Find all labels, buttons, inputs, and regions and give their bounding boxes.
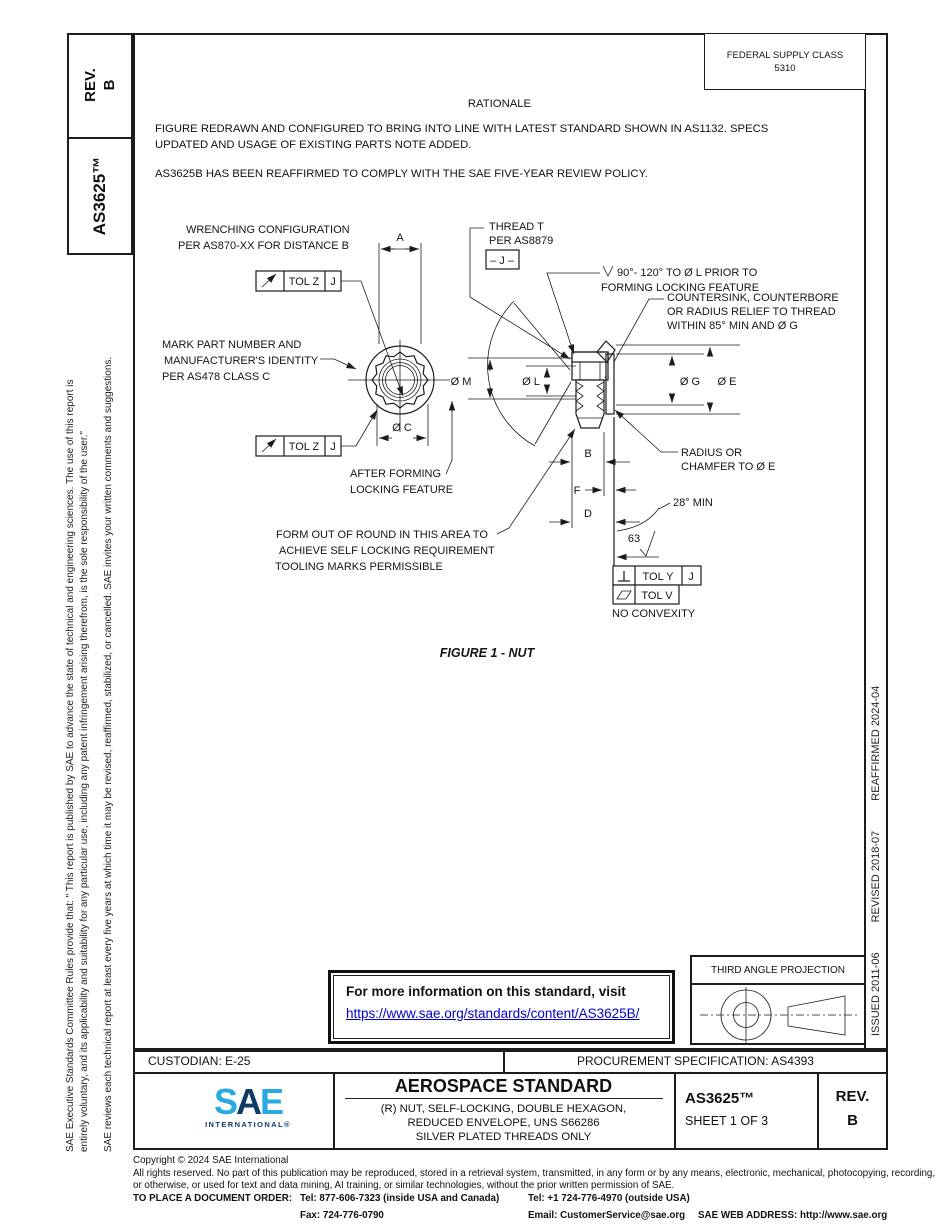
federal-supply-class-box xyxy=(704,33,866,90)
angle-min-label: 28° MIN xyxy=(673,497,713,509)
dim-d-label: D xyxy=(584,508,592,520)
issued-date: ISSUED 2011-06 xyxy=(870,952,882,1036)
dim-f-label: F xyxy=(573,485,581,497)
third-angle-projection-icon xyxy=(690,983,866,1045)
tol-z-datum: J xyxy=(330,276,336,288)
dim-b-label: B xyxy=(584,448,592,460)
disclaimer-line-3: SAE reviews each technical report at least every five years at which time it may be revised, reaffirmed, stabilized, or cancelled. SAE invites your written comments and suggestions. xyxy=(103,356,114,1152)
rev-label: REV. xyxy=(82,68,99,102)
document-kind: AEROSPACE STANDARD xyxy=(394,1076,613,1096)
thread-note-2: PER AS8879 xyxy=(489,235,554,247)
dim-g-label: Ø G xyxy=(679,376,701,388)
sae-logo xyxy=(163,1081,333,1129)
title-line-1: (R) NUT, SELF-LOCKING, DOUBLE HEXAGON, xyxy=(380,1103,627,1115)
rationale-p1-line2: UPDATED AND USAGE OF EXISTING PARTS NOTE ADDED. xyxy=(155,138,472,151)
dim-l-label: Ø L xyxy=(522,376,540,388)
angle-note-1: 90°- 120° TO Ø L PRIOR TO xyxy=(617,267,758,279)
tol-v-label: TOL V xyxy=(641,590,673,602)
figure-1-drawing xyxy=(133,210,868,680)
wrenching-band xyxy=(572,352,608,380)
tol-z-frame-lower xyxy=(256,410,377,456)
figure-caption: FIGURE 1 - NUT xyxy=(439,646,535,660)
disclaimer-line-2: entirely voluntary, and its applicability and suitability for any particular use, including any patent infringement arising therefrom, is the sole responsibility of the user." xyxy=(78,431,90,1152)
sae-logo-subtext: INTERNATIONAL® xyxy=(205,1120,291,1129)
title-rev-value: B xyxy=(847,1112,858,1129)
fsc-value: 5310 xyxy=(774,62,796,74)
after-forming-note-2: LOCKING FEATURE xyxy=(350,484,454,496)
left-sidebar-disclaimer xyxy=(64,34,118,1152)
radius-note-2: CHAMFER TO Ø E xyxy=(681,461,776,473)
dim-c-label: Ø C xyxy=(392,422,412,434)
form-note-3: TOOLING MARKS PERMISSIBLE xyxy=(275,561,443,573)
title-block-divider-3 xyxy=(817,1072,819,1150)
sheet-number: SHEET 1 OF 3 xyxy=(685,1114,769,1128)
thread-note-1: THREAD T xyxy=(489,221,544,233)
custodian-label: CUSTODIAN: E-25 xyxy=(148,1054,251,1068)
document-title xyxy=(335,1103,672,1144)
dimension-g-e xyxy=(616,345,740,414)
countersink-note-2: OR RADIUS RELIEF TO THREAD xyxy=(667,306,836,318)
rationale-paragraph-2: AS3625B HAS BEEN REAFFIRMED TO COMPLY WITH THE SAE FIVE-YEAR REVIEW POLICY. xyxy=(155,168,648,180)
rationale-title: RATIONALE xyxy=(467,98,532,110)
info-box xyxy=(328,970,675,1044)
order-tel-1: Tel: 877-606-7323 (inside USA and Canada) xyxy=(300,1193,500,1204)
radius-note-1: RADIUS OR xyxy=(681,447,743,459)
dimension-a xyxy=(379,232,421,344)
rights-line-2: or otherwise, or used for text and data mining, AI training, or similar technologies, without the prior written permission of SAE. xyxy=(133,1180,675,1191)
web-address: SAE WEB ADDRESS: http://www.sae.org xyxy=(698,1210,888,1221)
order-email: Email: CustomerService@sae.org xyxy=(528,1210,686,1221)
no-convexity-note: NO CONVEXITY xyxy=(612,608,696,620)
dimension-m-l xyxy=(451,358,576,399)
revised-date: REVISED 2018-07 xyxy=(870,830,882,923)
rights-line-1: All rights reserved. No part of this publication may be reproduced, stored in a retrieval system, transmitted, in any form or by any means, electronic, mechanical, photocopying, recording, xyxy=(133,1168,936,1179)
datum-j-label: – J – xyxy=(490,255,514,267)
title-line-3: SILVER PLATED THREADS ONLY xyxy=(415,1130,592,1143)
tol-y-datum: J xyxy=(688,571,694,583)
tol-z-datum: J xyxy=(330,441,336,453)
order-tel-2: Tel: +1 724-776-4970 (outside USA) xyxy=(528,1193,690,1204)
tol-y-label: TOL Y xyxy=(642,571,674,583)
doc-number-text: AS3625™ xyxy=(90,156,109,236)
form-note-1: FORM OUT OF ROUND IN THIS AREA TO xyxy=(276,529,488,541)
finish-value: 63 xyxy=(627,533,641,545)
surface-finish xyxy=(617,531,659,557)
dim-m-label: Ø M xyxy=(450,376,472,388)
title-line-2: REDUCED ENVELOPE, UNS S66286 xyxy=(407,1116,600,1129)
vee-icon xyxy=(603,266,613,276)
title-rev-label: REV. xyxy=(835,1088,870,1105)
mark-note-1: MARK PART NUMBER AND xyxy=(162,339,302,351)
tol-z-label: TOL Z xyxy=(288,276,320,288)
after-forming-note-1: AFTER FORMING xyxy=(350,468,442,480)
wrenching-note-1: WRENCHING CONFIGURATION xyxy=(186,224,350,236)
tol-z-label: TOL Z xyxy=(288,441,320,453)
copyright-line: Copyright © 2024 SAE International xyxy=(133,1155,289,1166)
procurement-label: PROCUREMENT SPECIFICATION: AS4393 xyxy=(577,1054,814,1068)
mark-note-2: MANUFACTURER'S IDENTITY xyxy=(164,355,319,367)
countersink-note-3: WITHIN 85° MIN AND Ø G xyxy=(667,320,798,332)
wrenching-note-2: PER AS870-XX FOR DISTANCE B xyxy=(178,240,349,252)
standard-link[interactable]: https://www.sae.org/standards/content/AS3625B/ xyxy=(346,1006,640,1021)
rationale-p1-line1: FIGURE REDRAWN AND CONFIGURED TO BRING INTO LINE WITH LATEST STANDARD SHOWN IN AS1132. SPECS xyxy=(155,123,769,135)
info-box-text: For more information on this standard, visit xyxy=(346,984,626,999)
washer-face xyxy=(606,354,614,414)
mark-note-3: PER AS478 CLASS C xyxy=(162,371,271,383)
tol-z-frame-upper xyxy=(256,271,403,396)
disclaimer-line-1: SAE Executive Standards Committee Rules provide that: " This report is published by SAE to advance the state of technical and engineering sciences. The use of this report is xyxy=(65,379,76,1152)
title-block-divider-2 xyxy=(674,1072,676,1150)
projection-label: THIRD ANGLE PROJECTION xyxy=(692,957,864,985)
title-doc-number: AS3625™ xyxy=(685,1090,755,1107)
tol-y-frame xyxy=(613,566,701,585)
sae-logo-letters: SAE xyxy=(213,1081,283,1122)
dim-a-label: A xyxy=(396,232,404,244)
rev-value: B xyxy=(101,79,118,91)
reaffirmed-date: REAFFIRMED 2024-04 xyxy=(870,685,882,801)
order-fax: Fax: 724-776-0790 xyxy=(300,1210,384,1221)
form-note-2: ACHIEVE SELF LOCKING REQUIREMENT xyxy=(279,545,495,557)
countersink-note-1: COUNTERSINK, COUNTERBORE xyxy=(667,292,839,304)
title-underline xyxy=(345,1098,663,1099)
angle-note-2: FORMING LOCKING FEATURE xyxy=(601,282,760,294)
tol-v-frame xyxy=(613,585,679,604)
order-label: TO PLACE A DOCUMENT ORDER: xyxy=(133,1193,293,1204)
dim-e-label: Ø E xyxy=(717,376,737,388)
rationale-paragraph-1 xyxy=(155,122,855,153)
fsc-label: FEDERAL SUPPLY CLASS xyxy=(726,49,844,61)
surface-finish-icon xyxy=(640,531,655,556)
